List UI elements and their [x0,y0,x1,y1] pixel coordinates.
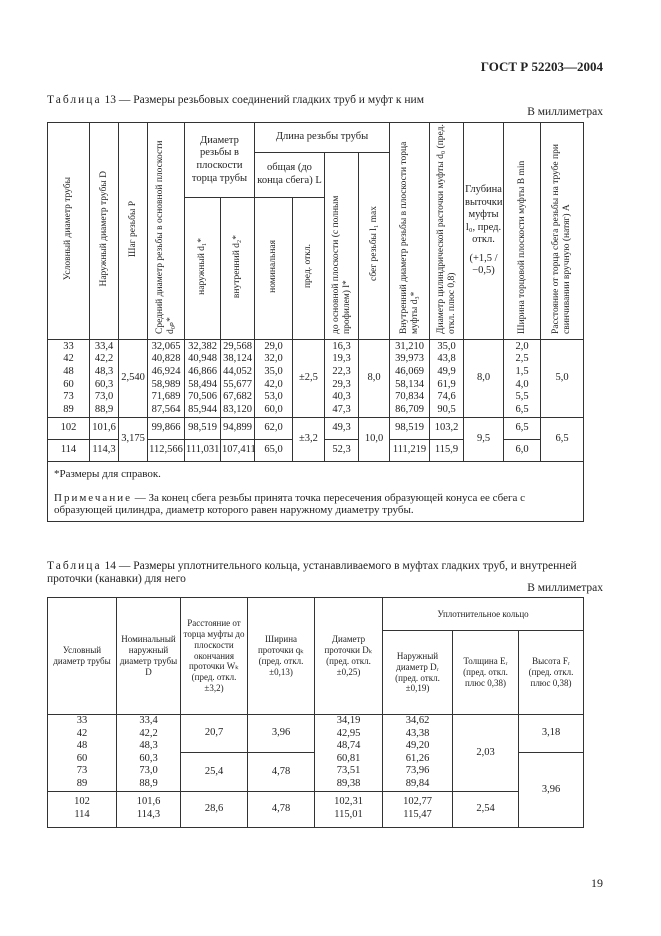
table-row: 102 114 101,6 114,3 28,6 4,78 102,31 115,01 102,77 115,47 2,54 [48,791,584,827]
header-ring-outer: Наружный диаметр Dᵣ (пред. откл. ±0,19) [383,631,453,715]
header-total-length: общая (до конца сбега) L [255,153,325,198]
page-number: 19 [591,876,603,890]
table-row: 33 42 48 60 73 89 33,4 42,2 48,3 60,3 73,0 88,9 20,7 3,96 34,19 42,95 48,74 60,81 73,51 89,38 34,62 43,38 49,20 61,26 73,96 89,84 2,03 3,18 [48,715,584,753]
table-row: 33 42 48 60 73 89 33,4 42,2 48,3 60,3 73,0 88,9 2,540 32,065 40,828 46,924 58,989 71,689 87,564 32,382 40,948 46,866 58,494 70,506 85,944 29,568 38,124 44,052 55,677 67,682 83,120 29,0 32,0 35,0 42,0 53,0 60,0 ±2,5 16,3 19,3 22,3 29,3 40,3 47,3 8,0 31,210 39,973 46,069 58,134 70,834 86,709 35,0 43,8 49,9 61,9 74,6 90,5 8,0 2,0 2,5 1,5 4,0 5,5 6,5 5,0 [48,340,584,418]
table-14-units: В миллиметрах [527,582,603,594]
table-row: 25,4 4,78 3,96 [48,753,584,792]
header-bore-diameter: Диаметр цилиндрической расточки муфты d₀ (пред. откл. плюс 0,8) [430,123,464,340]
header-inner-d2: внутренний d₂* [221,198,255,340]
header-conditional-diameter: Условный диаметр трубы [48,123,90,340]
header-inner-thread-diameter: Внутренний диаметр резьбы в плоскости торца муфты d₃* [390,123,430,340]
header-thread-step: Шаг резьбы P [119,123,148,340]
header-thread-diameter-group: Диаметр резьбы в плоскости торца трубы [185,123,255,198]
header-nominal: номинальная [255,198,293,340]
header-distance-A: Расстояние от торца сбега резьбы на трубе при свинчивании вручную (натяг) A [541,123,584,340]
table-14 [47,597,584,828]
header-ring-thickness: Толщина Eᵣ (пред. откл. плюс 0,38) [453,631,519,715]
header-conditional-diameter: Условный диаметр трубы [48,598,117,715]
table-row: 114 114,3 112,566 111,031 107,411 65,0 52,3 111,219 115,9 6,0 [48,440,584,462]
header-base-length: до основной плоскости (с полным профилем) l* [325,153,359,340]
header-mid-diameter: Средний диаметр резьбы в основной плоскости d₀ₚ* [148,123,185,340]
table-13-caption: Таблица 13 — Размеры резьбовых соединений гладких труб и муфт к ним [47,94,424,106]
table-13 [47,122,584,522]
table-14-caption: Таблица 14 — Размеры уплотнительного кольца, устанавливаемого в муфтах гладких труб, и внутренней проточки (канавки) для него [47,560,577,586]
table-13-note: Примечание — За конец сбега резьбы принята точка пересечения образующей конуса ее сбега с образующей цилиндра, диаметр которого равен наружному диаметру трубы. [48,488,584,522]
header-seal-ring: Уплотнительное кольцо [383,598,584,631]
table-row: 102 101,6 3,175 99,866 98,519 94,899 62,0 ±3,2 49,3 10,0 98,519 103,2 9,5 6,5 6,5 [48,418,584,440]
header-face-width: Ширина торцовой плоскости муфты B min [504,123,541,340]
header-outer-d1: наружный d₁* [185,198,221,340]
header-groove-depth: Глубина выточки муфты l₀, пред. откл. (+1,5 / −0,5) [464,123,504,340]
header-groove-diameter: Диаметр проточки Dₖ (пред. откл. ±0,25) [315,598,383,715]
header-thread-length-group: Длина резьбы трубы [255,123,390,153]
header-run-out: сбег резьбы l₁ max [359,153,390,340]
header-ring-height: Высота Fᵣ (пред. откл. плюс 0,38) [519,631,584,715]
table-13-footnote: *Размеры для справок. [48,462,584,488]
document-header: ГОСТ Р 52203—2004 [480,59,603,74]
header-groove-width: Ширина проточки qₖ (пред. откл. ±0,13) [248,598,315,715]
header-tolerance: пред. откл. [293,198,325,340]
header-nominal-diameter: Номинальный наружный диаметр трубы D [117,598,181,715]
header-outer-diameter: Наружный диаметр трубы D [90,123,119,340]
header-groove-distance: Расстояние от торца муфты до плоскости окончания проточки Wₖ (пред. откл. ±3,2) [181,598,248,715]
table-13-units: В миллиметрах [527,106,603,118]
